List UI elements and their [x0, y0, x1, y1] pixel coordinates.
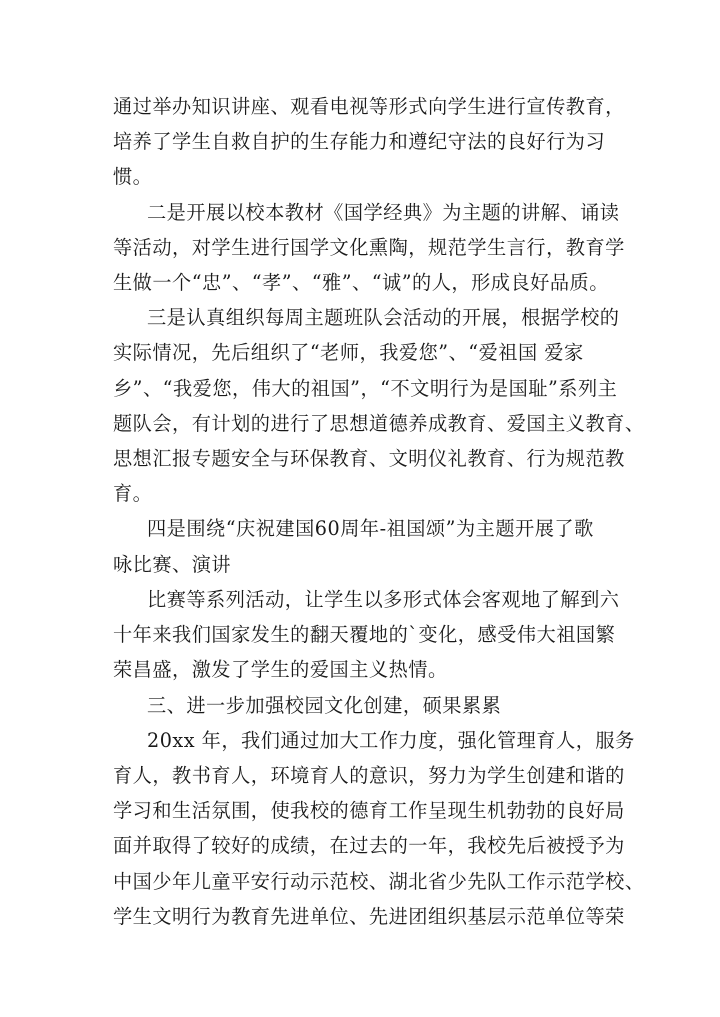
text-line: 题队会，有计划的进行了思想道德养成教育、爱国主义教育、 [113, 412, 645, 435]
text-line: 比赛等系列活动，让学生以多形式体会客观地了解到六 [147, 588, 620, 611]
section-heading: 三、进一步加强校园文化创建，硕果累累 [147, 694, 502, 717]
text-line: 面并取得了较好的成绩，在过去的一年，我校先后被授予为 [113, 834, 625, 857]
text-line: 惯。 [113, 165, 153, 188]
text-line: 学生文明行为教育先进单位、先进团组织基层示范单位等荣 [113, 905, 625, 928]
text-line: 荣昌盛，激发了学生的爱国主义热情。 [113, 658, 448, 681]
text-line: 等活动，对学生进行国学文化熏陶，规范学生言行，教育学 [113, 236, 625, 259]
text-line: 三是认真组织每周主题班队会活动的开展，根据学校的 [147, 306, 620, 329]
text-line: 育人，教书育人，环境育人的意识，努力为学生创建和谐的 [113, 764, 625, 787]
text-line: 咏比赛、演讲 [113, 553, 232, 576]
text-line: 学习和生活氛围，使我校的德育工作呈现生机勃勃的良好局 [113, 799, 625, 822]
text-line: 乡”、“我爱您，伟大的祖国”，“不文明行为是国耻”系列主 [113, 377, 618, 400]
text-line: 中国少年儿童平安行动示范校、湖北省少先队工作示范学校、 [113, 870, 645, 893]
text-line: 通过举办知识讲座、观看电视等形式向学生进行宣传教育， [113, 95, 625, 118]
text-line: 十年来我们国家发生的翻天覆地的`变化，感受伟大祖国繁 [113, 623, 616, 646]
text-line: 二是开展以校本教材《国学经典》为主题的讲解、诵读 [147, 201, 620, 224]
text-line: 生做一个“忠”、“孝”、“雅”、“诚”的人，形成良好品质。 [113, 271, 609, 294]
text-line: 四是围绕“庆祝建国60周年-祖国颂”为主题开展了歌 [147, 517, 594, 540]
text-line: 培养了学生自救自护的生存能力和遵纪守法的良好行为习 [113, 130, 606, 153]
text-line: 育。 [113, 482, 153, 505]
text-line: 实际情况，先后组织了“老师，我爱您”、“爱祖国 爱家 [113, 341, 584, 364]
text-line: 思想汇报专题安全与环保教育、文明仪礼教育、行为规范教 [113, 447, 625, 470]
text-line: 20xx 年，我们通过加大工作力度，强化管理育人，服务 [147, 729, 635, 752]
